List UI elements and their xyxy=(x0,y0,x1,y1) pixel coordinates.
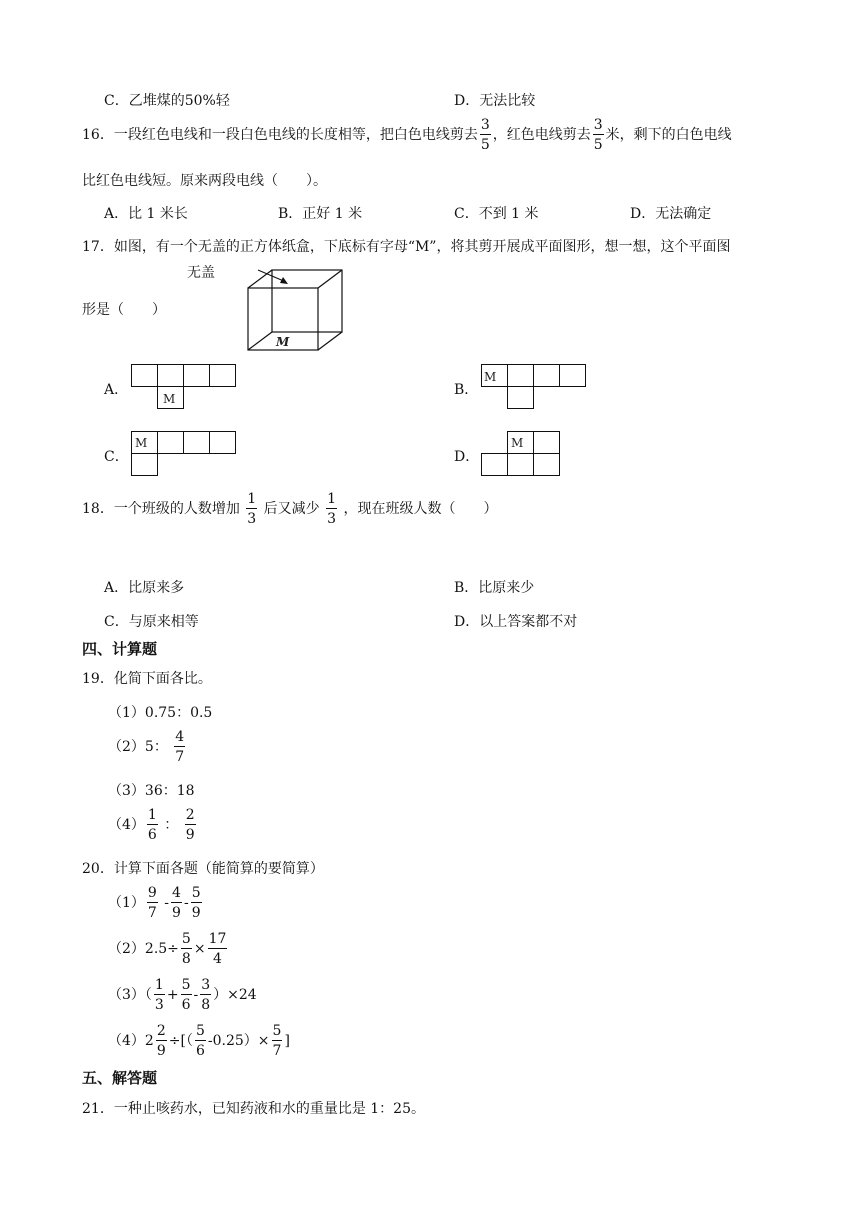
q16-option-a: A．比 1 米长 xyxy=(104,206,188,222)
q16-option-c: C．不到 1 米 xyxy=(454,206,539,222)
net-option-c xyxy=(131,431,241,481)
fraction: $\frac{1}{3}$ xyxy=(247,491,257,527)
q18-question: 18．一个班级的人数增加 $\frac{1}{3}$ 后又减少 $\frac{1}{3}$ ，现在班级人数（ ） xyxy=(82,491,498,527)
q20-part1: （1） $\frac{9}{7}$ - $\frac{4}{9}$ - $\frac{5}{9}$ xyxy=(108,885,201,921)
letter-m: M xyxy=(135,436,148,450)
q17-question-line1: 17．如图，有一个无盖的正方体纸盒，下底标有字母“M”，将其剪开展成平面图形，想一想，这个平面图 xyxy=(82,239,731,255)
q16-question-line2: 比红色电线短。原来两段电线（ ）。 xyxy=(82,173,327,189)
q18-option-d: D．以上答案都不对 xyxy=(454,614,578,630)
q20-part2: （2）2.5÷ $\frac{5}{8}$ × $\frac{17}{4}$ xyxy=(108,931,227,967)
letter-m: M xyxy=(484,370,497,384)
letter-m: M xyxy=(276,335,290,349)
q17-option-b: B． xyxy=(454,382,479,398)
q16-option-b: B．正好 1 米 xyxy=(278,206,363,222)
q17-option-c: C． xyxy=(104,449,129,465)
section-title-calculation: 四、计算题 xyxy=(82,640,158,658)
cube-label-no-lid: 无盖 xyxy=(187,265,215,281)
q16-option-d: D．无法确定 xyxy=(630,206,712,222)
q18-option-b: B．比原来少 xyxy=(454,580,535,596)
q19-part3: （3）36：18 xyxy=(108,783,195,799)
q18-option-c: C．与原来相等 xyxy=(104,614,199,630)
fraction: $\frac{3}{5}$ xyxy=(480,117,490,153)
q15-option-d: D．无法比较 xyxy=(454,93,536,109)
q17-question-line2: 形是（ ） xyxy=(82,302,166,318)
q21-question: 21．一种止咳药水，已知药液和水的重量比是 1：25。 xyxy=(82,1101,425,1117)
net-option-b xyxy=(481,364,591,414)
net-option-a xyxy=(131,364,241,414)
q20-part4: （4）2 $\frac{2}{9}$ ÷[（ $\frac{5}{6}$ -0.25）× $\frac{5}{7}$ ] xyxy=(108,1023,290,1059)
net-option-d xyxy=(481,431,571,481)
q17-option-a: A． xyxy=(104,382,129,398)
q18-option-a: A．比原来多 xyxy=(104,580,185,596)
q16-question-line1: 16．一段红色电线和一段白色电线的长度相等，把白色电线剪去 $\frac{3}{5}$ ，红色电线剪去 $\frac{3}{5}$ 米，剩下的白色电线 xyxy=(82,117,732,153)
q20-title: 20．计算下面各题（能简算的要简算） xyxy=(82,861,324,877)
q19-part2: （2）5： $\frac{4}{7}$ xyxy=(108,729,185,765)
section-title-word-problems: 五、解答题 xyxy=(82,1069,158,1087)
q17-option-d: D． xyxy=(454,449,480,465)
letter-m: M xyxy=(163,392,176,406)
letter-m: M xyxy=(511,436,524,450)
q19-part4: （4） $\frac{1}{6}$ ： $\frac{2}{9}$ xyxy=(108,807,195,843)
q19-part1: （1）0.75：0.5 xyxy=(108,705,213,721)
q19-title: 19．化简下面各比。 xyxy=(82,671,212,687)
q15-option-c: C．乙堆煤的50%轻 xyxy=(104,93,230,109)
fraction: $\frac{3}{5}$ xyxy=(593,117,603,153)
q20-part3: （3）（ $\frac{1}{3}$ + $\frac{5}{6}$ - $\frac{3}{8}$ ）×24 xyxy=(108,977,257,1013)
open-cube-figure xyxy=(240,262,350,357)
fraction: $\frac{1}{3}$ xyxy=(327,491,337,527)
